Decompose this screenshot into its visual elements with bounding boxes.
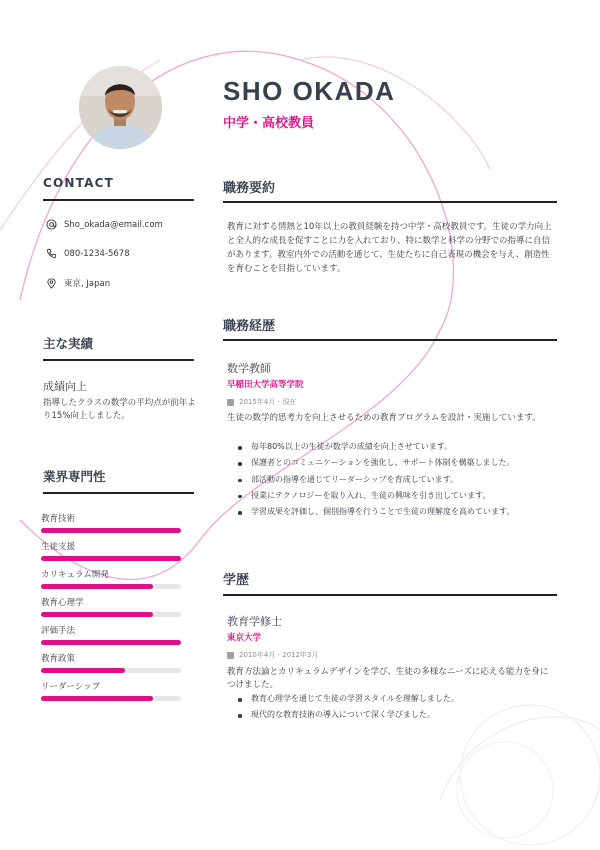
skill-bar-track — [41, 640, 181, 645]
skill-item — [41, 568, 183, 589]
summary-divider — [223, 201, 557, 203]
skill-bar-fill — [41, 640, 181, 645]
skill-bar-track — [41, 556, 181, 561]
job-dates — [227, 397, 296, 407]
education-description: 教育方法論とカリキュラムデザインを学び、生徒の多様なニーズに応える能力を身につけました。 — [227, 667, 549, 690]
expertise-heading: 業界専門性 — [43, 469, 106, 484]
skill-label: 教育技術 — [41, 514, 76, 524]
skill-bar-fill — [41, 584, 153, 589]
job-organization: 早稲田大学高等学院 — [227, 380, 304, 390]
contact-email[interactable] — [46, 219, 163, 230]
contact-phone[interactable] — [46, 248, 130, 259]
skill-bar-track — [41, 584, 181, 589]
candidate-name: SHO OKADA — [223, 76, 396, 106]
skill-bar-fill — [41, 668, 125, 673]
list-item: 毎年80%以上の生徒が数学の成績を向上させています。 — [237, 439, 555, 455]
phone-text: 080-1234-5678 — [64, 248, 130, 259]
education-heading: 学歴 — [223, 573, 250, 588]
location-pin-icon — [46, 278, 57, 289]
skill-label: 生徒支援 — [41, 542, 76, 552]
contact-heading: CONTACT — [43, 176, 114, 190]
achievement-description: 指導したクラスの数学の平均点が前年より15%向上しました。 — [43, 398, 196, 421]
phone-icon — [46, 248, 57, 259]
skill-label: カリキュラム開発 — [41, 570, 109, 580]
skill-bar-fill — [41, 528, 181, 533]
education-school: 東京大学 — [227, 633, 262, 643]
list-item: 授業にテクノロジーを取り入れ、生徒の興味を引き出しています。 — [237, 488, 555, 504]
achievements-divider — [43, 359, 194, 361]
avatar — [79, 66, 162, 149]
calendar-icon — [227, 399, 234, 406]
list-item: 学習成果を評価し、個別指導を行うことで生徒の理解度を高めています。 — [237, 504, 555, 520]
contact-location — [46, 277, 110, 289]
skill-bar-fill — [41, 696, 153, 701]
skill-bar-track — [41, 668, 181, 673]
experience-divider — [223, 339, 557, 341]
education-degree: 教育学修士 — [227, 615, 282, 628]
job-bullet-list — [237, 439, 555, 520]
calendar-icon — [227, 652, 234, 659]
job-title: 数学教師 — [227, 362, 271, 375]
skill-bar-track — [41, 696, 181, 701]
list-item: 現代的な教育技術の導入について深く学びました。 — [237, 707, 555, 723]
summary-text: 教育に対する情熱と10年以上の教員経験を持つ中学・高校教員です。生徒の学力向上と全人的な成長を促すことに力を入れており、特に数学と科学の分野での指導に自信があります。教室内外での活動を通じて、生徒たちに自己表現の機会を与え、創造性を育むことを目指しています。 — [227, 222, 552, 274]
skill-label: 教育心理学 — [41, 598, 84, 608]
skill-item — [41, 512, 183, 533]
skill-label: 教育政策 — [41, 654, 76, 664]
achievement-title: 成績向上 — [43, 380, 87, 393]
skill-bar-track — [41, 612, 181, 617]
candidate-role: 中学・高校教員 — [223, 116, 315, 131]
email-text: Sho_okada@email.com — [64, 219, 163, 230]
experience-heading: 職務経歴 — [223, 319, 276, 334]
list-item: 部活動の指導を通じてリーダーシップを育成しています。 — [237, 472, 555, 488]
achievements-heading: 主な実績 — [43, 336, 94, 351]
skill-bar-fill — [41, 612, 153, 617]
list-item: 教育心理学を通じて生徒の学習スタイルを理解しました。 — [237, 691, 555, 707]
skill-item — [41, 540, 183, 561]
skill-item — [41, 624, 183, 645]
profile-photo-icon — [79, 66, 162, 149]
skill-bar-track — [41, 528, 181, 533]
at-icon — [46, 219, 57, 230]
education-divider — [223, 594, 557, 596]
education-dates — [227, 650, 319, 660]
skill-item — [41, 596, 183, 617]
education-bullet-list — [237, 691, 555, 724]
skill-bar-fill — [41, 556, 181, 561]
summary-heading: 職務要約 — [223, 181, 276, 196]
job-description: 生徒の数学的思考力を向上させるための教育プログラムを設計・実施しています。 — [227, 413, 541, 423]
skill-item — [41, 680, 183, 701]
list-item: 保護者とのコミュニケーションを強化し、サポート体制を構築しました。 — [237, 455, 555, 471]
skill-item — [41, 652, 183, 673]
skill-label: 評価手法 — [41, 626, 76, 636]
education-dates-text: 2010年4月 - 2012年3月 — [239, 651, 319, 659]
expertise-divider — [43, 492, 194, 494]
job-dates-text: 2015年4月 - 現在 — [239, 398, 297, 406]
contact-divider — [43, 199, 194, 201]
skill-label: リーダーシップ — [41, 682, 101, 692]
location-text: 東京, Japan — [64, 279, 111, 289]
